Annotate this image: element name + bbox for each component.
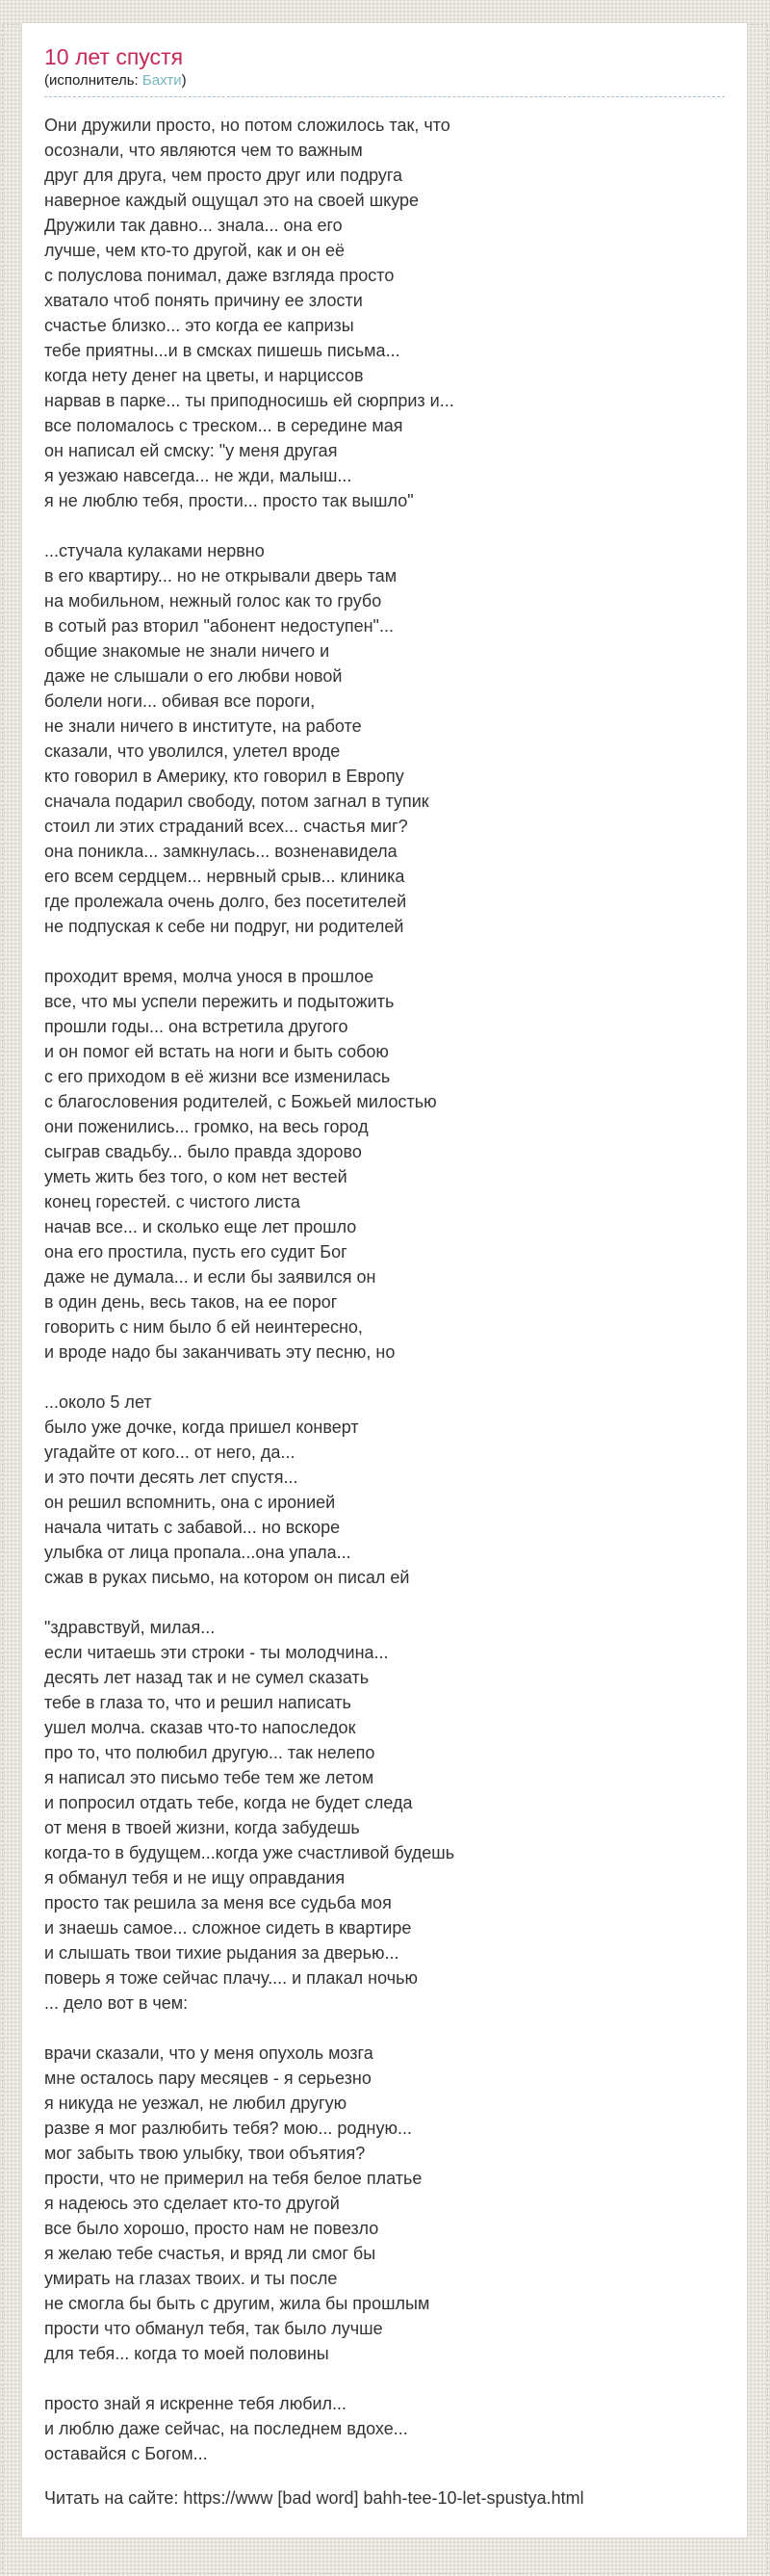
lyric-line: поверь я тоже сейчас плачу.... и плакал ночью xyxy=(44,1968,418,1989)
lyric-line: его всем сердцем... нервный срыв... клиника xyxy=(44,867,405,887)
artist-link[interactable]: Бахти xyxy=(141,72,182,90)
lyric-line: мог забыть твою улыбку, твои объятия? xyxy=(44,2144,366,2164)
lyric-line: проходит время, молча унося в прошлое xyxy=(44,967,374,987)
lyric-line: оставайся с Богом... xyxy=(44,2444,208,2464)
stanza xyxy=(44,113,725,513)
lyric-line: они поженились... громко, на весь город xyxy=(44,1117,369,1137)
lyric-line: и попросил отдать тебе, когда не будет следа xyxy=(44,1793,413,1813)
lyric-line: если читаешь эти строки - ты молодчина... xyxy=(44,1643,389,1663)
artist-label: (исполнитель: xyxy=(44,72,139,90)
lyric-line: хватало чтоб понять причину ее злости xyxy=(44,291,363,311)
read-on-site-note: Читать на сайте: https://www [bad word] bahh-tee-10-let-spustya.html xyxy=(44,2488,584,2509)
lyric-line: сжав в руках письмо, на котором он писал ей xyxy=(44,1568,410,1588)
lyric-line: я написал это письмо тебе тем же летом xyxy=(44,1768,374,1788)
artist-line xyxy=(44,72,725,90)
song-title: 10 лет спустя xyxy=(44,44,184,69)
lyric-line: даже не думала... и если бы заявился он xyxy=(44,1267,376,1288)
lyric-line: все, что мы успели пережить и подытожить xyxy=(44,992,395,1012)
stanza xyxy=(44,2041,725,2366)
lyric-line: не смогла бы быть с другим, жила бы прошлым xyxy=(44,2294,430,2314)
lyric-line: начав все... и сколько еще лет прошло xyxy=(44,1217,357,1237)
lyric-line: ...около 5 лет xyxy=(44,1392,152,1413)
lyric-line: и он помог ей встать на ноги и быть собою xyxy=(44,1042,389,1062)
lyric-line: разве я мог разлюбить тебя? мою... родную... xyxy=(44,2119,412,2139)
lyric-line: просто знай я искренне тебя любил... xyxy=(44,2394,347,2414)
lyric-line: он написал ей смску: "у меня другая xyxy=(44,441,338,461)
lyric-line: конец горестей. с чистого листа xyxy=(44,1192,300,1212)
lyric-line: друг для друга, чем просто друг или подруга xyxy=(44,166,403,186)
lyric-line: "здравствуй, милая... xyxy=(44,1618,216,1638)
lyric-line: не знали ничего в институте, на работе xyxy=(44,716,362,737)
lyric-line: и люблю даже сейчас, на последнем вдохе... xyxy=(44,2419,408,2439)
lyric-line: я желаю тебе счастья, и вряд ли смог бы xyxy=(44,2244,376,2264)
lyric-line: тебе в глаза то, что и решил написать xyxy=(44,1693,351,1713)
lyric-line: говорить с ним было б ей неинтересно, xyxy=(44,1317,363,1338)
lyric-line: ушел молча. сказав что-то напоследок xyxy=(44,1718,356,1738)
lyric-line: для тебя... когда то моей половины xyxy=(44,2344,329,2364)
lyric-line: просто так решила за меня все судьба моя xyxy=(44,1893,392,1913)
lyric-line: стоил ли этих страданий всех... счастья миг? xyxy=(44,817,408,837)
lyric-line: умирать на глазах твоих. и ты после xyxy=(44,2269,338,2289)
lyrics-card xyxy=(21,22,748,2538)
lyric-line: где пролежала очень долго, без посетителей xyxy=(44,892,407,912)
lyric-line: улыбка от лица пропала...она упала... xyxy=(44,1543,351,1563)
lyric-line: я никуда не уезжал, не любил другую xyxy=(44,2094,347,2114)
lyric-line: нарвав в парке... ты приподносишь ей сюрприз и... xyxy=(44,391,454,411)
lyric-line: даже не слышали о его любви новой xyxy=(44,666,343,687)
lyric-line: когда-то в будущем...когда уже счастливой будешь xyxy=(44,1843,455,1863)
lyric-line: от меня в твоей жизни, когда забудешь xyxy=(44,1818,360,1838)
lyric-line: ...стучала кулаками нервно xyxy=(44,541,265,561)
lyric-line: все было хорошо, просто нам не повезло xyxy=(44,2219,379,2239)
stanza xyxy=(44,2391,725,2466)
stanza xyxy=(44,1615,725,2016)
lyric-line: когда нету денег на цветы, и нарциссов xyxy=(44,366,364,386)
lyric-line: я обманул тебя и не ищу оправдания xyxy=(44,1868,346,1888)
lyric-line: все поломалось с треском... в середине мая xyxy=(44,416,403,436)
lyric-line: болели ноги... обивая все пороги, xyxy=(44,691,316,712)
lyric-line: мне осталось пару месяцев - я серьезно xyxy=(44,2069,372,2089)
lyric-line: кто говорил в Америку, кто говорил в Европу xyxy=(44,767,404,787)
lyric-line: сыграв свадьбу... было правда здорово xyxy=(44,1142,362,1162)
lyric-line: и вроде надо бы заканчивать эту песню, но xyxy=(44,1342,396,1363)
lyric-line: она его простила, пусть его судит Бог xyxy=(44,1242,347,1262)
lyric-line: сказали, что уволился, улетел вроде xyxy=(44,742,341,762)
lyric-line: про то, что полюбил другую... так нелепо xyxy=(44,1743,375,1763)
lyric-line: уметь жить без того, о ком нет вестей xyxy=(44,1167,347,1187)
lyric-line: прости, что не примерил на тебя белое платье xyxy=(44,2169,423,2189)
lyrics xyxy=(44,113,725,2466)
lyric-line: лучше, чем кто-то другой, как и он её xyxy=(44,241,346,261)
lyric-line: я уезжаю навсегда... не жди, малыш... xyxy=(44,466,352,486)
lyric-line: тебе приятны...и в смсках пишешь письма... xyxy=(44,341,400,361)
lyric-line: и слышать твои тихие рыдания за дверью... xyxy=(44,1943,399,1964)
lyric-line: я надеюсь это сделает кто-то другой xyxy=(44,2194,340,2214)
lyric-line: начала читать с забавой... но вскоре xyxy=(44,1518,341,1538)
lyric-line: в сотый раз вторил "абонент недоступен"... xyxy=(44,616,394,637)
artist-label-suffix: ) xyxy=(181,72,187,90)
lyric-line: на мобильном, нежный голос как то грубо xyxy=(44,591,382,611)
lyric-line: и знаешь самое... сложное сидеть в квартире xyxy=(44,1918,412,1939)
lyric-line: она поникла... замкнулась... возненавидела xyxy=(44,842,398,862)
lyric-line: с его приходом в её жизни все изменилась xyxy=(44,1067,391,1087)
lyric-line: он решил вспомнить, она с иронией xyxy=(44,1493,336,1513)
lyric-line: общие знакомые не знали ничего и xyxy=(44,641,330,662)
lyric-line: десять лет назад так и не сумел сказать xyxy=(44,1668,370,1688)
lyric-line: прошли годы... она встретила другого xyxy=(44,1017,348,1037)
lyric-line: в один день, весь таков, на ее порог xyxy=(44,1292,338,1313)
stanza xyxy=(44,538,725,939)
lyric-line: осознали, что являются чем то важным xyxy=(44,141,363,161)
lyric-line: в его квартиру... но не открывали дверь там xyxy=(44,566,398,586)
lyric-line: с благословения родителей, с Божьей милостью xyxy=(44,1092,437,1112)
header-dashed-separator xyxy=(44,96,725,97)
lyric-line: угадайте от кого... от него, да... xyxy=(44,1443,295,1463)
lyric-line: Дружили так давно... знала... она его xyxy=(44,216,343,236)
stanza xyxy=(44,1390,725,1590)
lyric-line: и это почти десять лет спустя... xyxy=(44,1468,298,1488)
lyric-line: наверное каждый ощущал это на своей шкуре xyxy=(44,191,420,211)
lyric-line: врачи сказали, что у меня опухоль мозга xyxy=(44,2043,373,2064)
lyric-line: прости что обманул тебя, так было лучше xyxy=(44,2319,383,2339)
lyric-line: с полуслова понимал, даже взгляда просто xyxy=(44,266,395,286)
lyric-line: счастье близко... это когда ее капризы xyxy=(44,316,354,336)
lyric-line: ... дело вот в чем: xyxy=(44,1993,189,2014)
lyric-line: было уже дочке, когда пришел конверт xyxy=(44,1418,359,1438)
stanza xyxy=(44,964,725,1365)
lyric-line: не подпуская к себе ни подруг, ни родителей xyxy=(44,917,404,937)
lyric-line: Они дружили просто, но потом сложилось так, что xyxy=(44,116,450,136)
lyric-line: я не люблю тебя, прости... просто так вышло" xyxy=(44,491,414,511)
lyric-line: сначала подарил свободу, потом загнал в тупик xyxy=(44,792,429,812)
